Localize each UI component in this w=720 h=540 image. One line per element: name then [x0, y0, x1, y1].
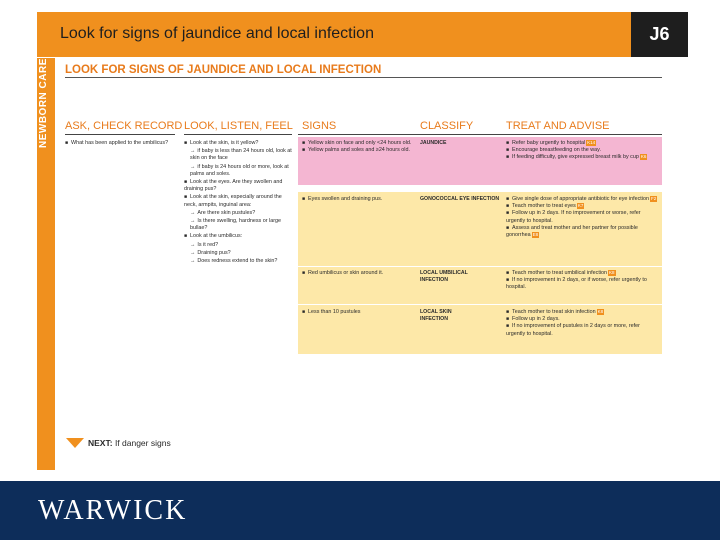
look-subitem: → Does redness extend to the skin?: [184, 258, 294, 265]
classification-label: LOCAL UMBILICAL INFECTION: [420, 270, 468, 283]
column-header-look: LOOK, LISTEN, FEEL: [184, 120, 293, 132]
sign-item: ■ Eyes swollen and draining pus.: [302, 196, 412, 203]
side-label: NEWBORN CARE: [38, 58, 49, 148]
look-subitem: → if baby is 24 hours old or more, look at palms and soles.: [184, 164, 294, 178]
treat-item: ■ Encourage breastfeeding on the way.: [506, 147, 660, 154]
treat-cell: [506, 270, 660, 292]
signs-cell: [302, 309, 412, 316]
look-column: [184, 140, 294, 266]
reference-badge: K14: [587, 140, 596, 145]
look-subitem: → Draining pus?: [184, 250, 294, 257]
row-divider: [298, 266, 662, 267]
treat-cell: [506, 196, 660, 239]
look-item: ■ Look at the umbilicus:: [184, 233, 294, 240]
treat-cell: [506, 140, 660, 162]
reference-badge: K8: [609, 270, 615, 275]
signs-cell: [302, 140, 412, 154]
sign-item: ■ Yellow skin on face and only <24 hours old.: [302, 140, 412, 147]
reference-badge: K7: [577, 203, 584, 209]
treat-item: ■ If no improvement of pustules in 2 days or more, refer urgently to hospital.: [506, 323, 660, 337]
reference-badge: K6: [640, 154, 647, 160]
look-subitem: → Is it red?: [184, 242, 294, 249]
header-title: Look for signs of jaundice and local infection: [60, 25, 374, 42]
classification-label: GONOCOCCAL EYE INFECTION: [420, 196, 500, 202]
section-title: LOOK FOR SIGNS OF JAUNDICE AND LOCAL INFECTION: [65, 64, 382, 76]
next-arrow-icon: [66, 438, 84, 448]
treat-item: Teach mother to treat eyes: [512, 203, 576, 210]
reference-badge: K8: [597, 309, 604, 314]
page-code: J6: [631, 12, 688, 57]
treat-item: Refer baby urgently to hospital: [512, 140, 586, 146]
column-header-signs: SIGNS: [302, 120, 337, 132]
ask-column: [65, 140, 177, 148]
treat-item: ■ Follow up in 2 days.: [506, 316, 660, 323]
ask-item: ■ What has been applied to the umbilicus?: [65, 140, 177, 147]
next-text: If danger signs: [114, 438, 171, 448]
classification-label: JAUNDICE: [420, 140, 447, 146]
treat-item: ■ If no improvement in 2 days, or if worse, refer urgently to hospital.: [506, 277, 660, 291]
next-link[interactable]: [88, 438, 171, 448]
signs-cell: [302, 270, 412, 277]
column-rule-look: [184, 134, 292, 135]
treat-item: Teach mother to treat umbilical infection: [512, 270, 608, 276]
column-header-ask: ASK, CHECK RECORD: [65, 120, 183, 132]
treat-item: Teach mother to treat skin infection: [512, 309, 596, 315]
next-label: NEXT:: [88, 438, 113, 448]
reference-badge: E8: [532, 232, 539, 238]
look-item: ■ Look at the skin, especially around the neck, armpits, inguinal area:: [184, 194, 294, 208]
treat-item: Give single dose of appropriate antibiotic for eye infection: [512, 196, 649, 202]
signs-cell: [302, 196, 412, 203]
look-subitem: → Are there skin pustules?: [184, 210, 294, 217]
reference-badge: F2: [650, 196, 657, 201]
row-divider: [298, 304, 662, 305]
treat-item: Assess and treat mother and her partner for possible gonorrhea: [506, 224, 638, 239]
column-rule-signs: [298, 134, 662, 135]
column-rule-ask: [65, 134, 175, 135]
sign-item: ■ Red umbilicus or skin around it.: [302, 270, 412, 277]
look-item: ■ Look at the eyes. Are they swollen and draining pus?: [184, 179, 294, 193]
side-bar: [37, 58, 55, 470]
look-subitem: → if baby is less than 24 hours old, look at skin on the face: [184, 148, 294, 162]
column-header-treat: TREAT AND ADVISE: [506, 120, 610, 132]
classification-label: LOCAL SKIN INFECTION: [420, 309, 452, 322]
sign-item: ■ Yellow palms and soles and ≥24 hours old.: [302, 147, 412, 154]
sign-item: ■ Less than 10 pustules: [302, 309, 412, 316]
warwick-logo: WARWICK: [38, 495, 188, 526]
column-header-classify: CLASSIFY: [420, 120, 474, 132]
look-subitem: → Is there swelling, hardness or large bullae?: [184, 218, 294, 232]
title-divider: [65, 77, 662, 78]
look-item: ■ Look at the skin, is it yellow?: [184, 140, 294, 147]
treat-item: If feeding difficulty, give expressed breast milk by cup: [512, 154, 639, 161]
treat-item: ■ Follow up in 2 days. If no improvement or worse, refer urgently to hospital.: [506, 210, 660, 224]
treat-cell: [506, 309, 660, 338]
